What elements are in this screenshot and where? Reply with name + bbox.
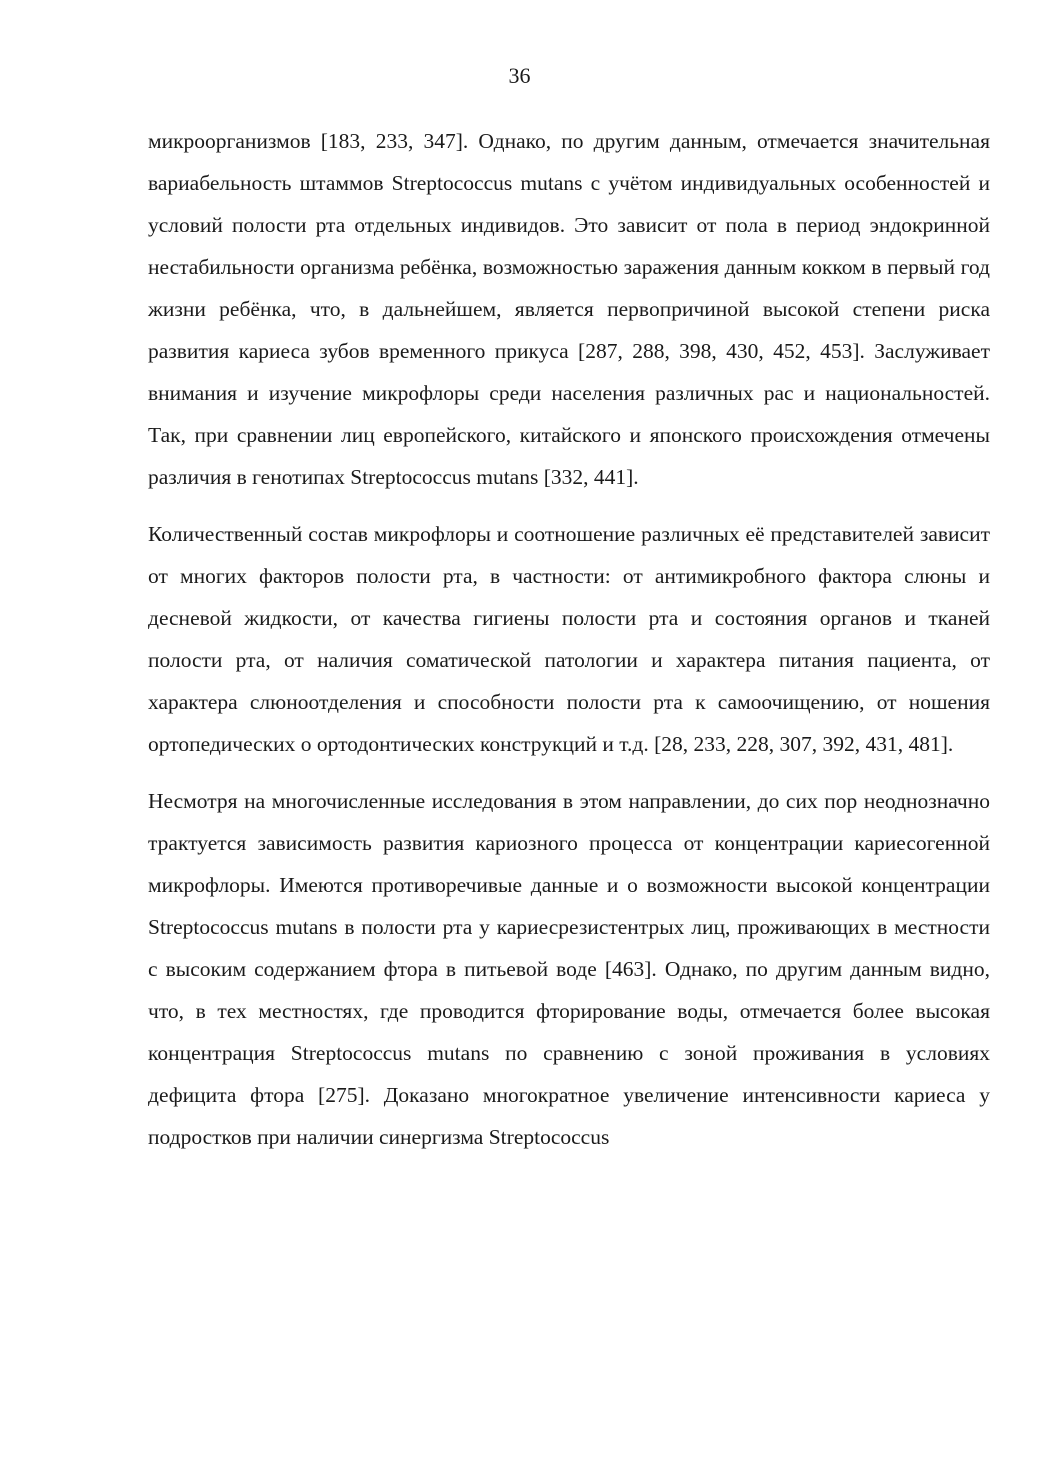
document-body xyxy=(148,120,990,1158)
page-number: 36 xyxy=(508,63,531,88)
paragraph-1: микроорганизмов [183, 233, 347]. Однако, по другим данным, отмечается значительная вариабельность штаммов Streptococcus mutans с учётом индивидуальных особенностей и условий полости рта отдельных индивидов. Это зависит от пола в период эндокринной нестабильности организма ребёнка, возможностью заражения данным кокком в первый год жизни ребёнка, что, в дальнейшем, является первопричиной высокой степени риска развития кариеса зубов временного прикуса [287, 288, 398, 430, 452, 453]. Заслуживает внимания и изучение микрофлоры среди населения различных рас и национальностей. Так, при сравнении лиц европейского, китайского и японского происхождения отмечены различия в генотипах Streptococcus mutans [332, 441]. xyxy=(148,129,990,489)
paragraph-3: Несмотря на многочисленные исследования в этом направлении, до сих пор неоднозначно трактуется зависимость развития кариозного процесса от концентрации кариесогенной микрофлоры. Имеются противоречивые данные и о возможности высокой концентрации Streptococcus mutans в полости рта у кариесрезистентрых лиц, проживающих в местности с высоким содержанием фтора в питьевой воде [463]. Однако, по другим данным видно, что, в тех местностях, где проводится фторирование воды, отмечается более высокая концентрация Streptococcus mutans по сравнению с зоной проживания в условиях дефицита фтора [275]. Доказано многократное увеличение интенсивности кариеса у подростков при наличии синергизма Streptococcus xyxy=(148,789,990,1149)
paragraph-2: Количественный состав микрофлоры и соотношение различных её представителей зависит от многих факторов полости рта, в частности: от антимикробного фактора слюны и десневой жидкости, от качества гигиены полости рта и состояния органов и тканей полости рта, от наличия соматической патологии и характера питания пациента, от характера слюноотделения и способности полости рта к самоочищению, от ношения ортопедических о ортодонтических конструкций и т.д. [28, 233, 228, 307, 392, 431, 481]. xyxy=(148,522,990,756)
